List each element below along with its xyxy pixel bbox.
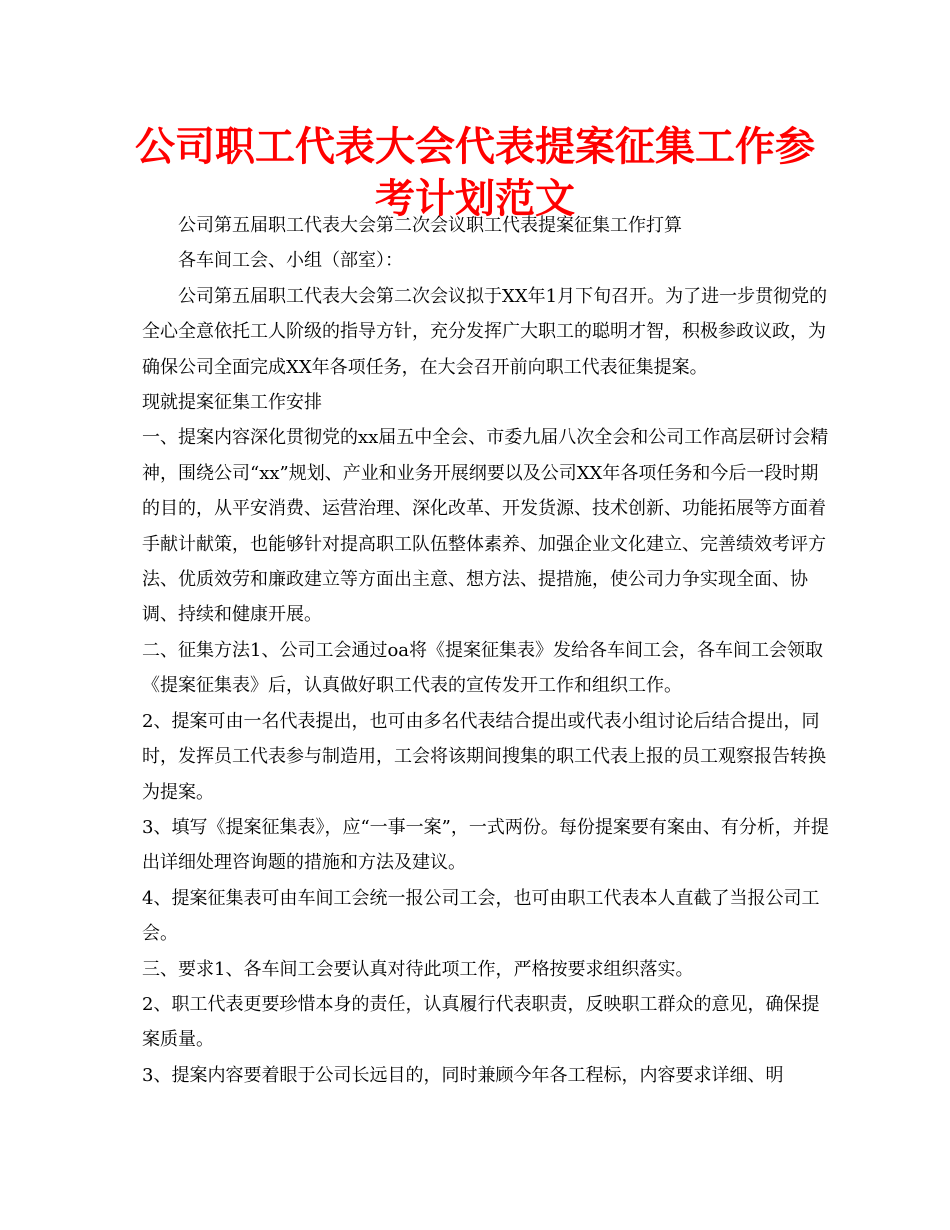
paragraph-section-1: 一、提案内容深化贯彻党的xx届五中全会、市委九届八次全会和公司工作高层研讨会精神，围绕公司“xx”规划、产业和业务开展纲要以及公司XX年各项任务和今后一段时期的目的，从平安消费、运营治理、深化改革、开发货源、技术创新、功能拓展等方面着手献计献策，也能够针对提高职工队伍整体素养、加强企业文化建立、完善绩效考评方法、优质效劳和廉政建立等方面出主意、想方法、提措施，使公司力争实现全面、协调、持续和健康开展。 xyxy=(142,427,829,626)
paragraph-section-3: 三、要求1、各车间工会要认真对待此项工作，严格按要求组织落实。 xyxy=(142,958,694,980)
paragraph-section-3-item-2: 2、职工代表更要珍惜本身的责任，认真履行代表职责，反映职工群众的意见，确保提案质量。 xyxy=(142,993,820,1051)
document-body xyxy=(142,208,832,1093)
document-title: 公司职工代表大会代表提案征集工作参考计划范文 xyxy=(135,124,815,222)
paragraph-arrangement-heading: 现就提案征集工作安排 xyxy=(142,392,322,414)
paragraph-section-2-item-4: 4、提案征集表可由车间工会统一报公司工会，也可由职工代表本人直截了当报公司工会。 xyxy=(142,887,820,945)
paragraph-intro: 公司第五届职工代表大会第二次会议拟于XX年1月下旬召开。为了进一步贯彻党的全心全意依托工人阶级的指导方针，充分发挥广大职工的聪明才智，积极参政议政，为确保公司全面完成XX年各项任务，在大会召开前向职工代表征集提案。 xyxy=(142,285,828,378)
paragraph-section-2-item-3: 3、填写《提案征集表》，应“一事一案”，一式两份。每份提案要有案由、有分析，并提出详细处理咨询题的措施和方法及建议。 xyxy=(142,816,829,874)
paragraph-section-3-item-3: 3、提案内容要着眼于公司长远目的，同时兼顾今年各工程标，内容要求详细、明 xyxy=(142,1064,784,1086)
paragraph-subject: 公司第五届职工代表大会第二次会议职工代表提案征集工作打算 xyxy=(178,215,682,236)
paragraph-section-2-item-2: 2、提案可由一名代表提出，也可由多名代表结合提出或代表小组讨论后结合提出，同时，发挥员工代表参与制造用，工会将该期间搜集的职工代表上报的员工观察报告转换为提案。 xyxy=(142,710,826,803)
paragraph-salutation: 各车间工会、小组（部室）： xyxy=(178,250,403,272)
paragraph-section-2: 二、征集方法1、公司工会通过oa将《提案征集表》发给各车间工会，各车间工会领取《提案征集表》后，认真做好职工代表的宣传发开工作和组织工作。 xyxy=(142,639,824,697)
